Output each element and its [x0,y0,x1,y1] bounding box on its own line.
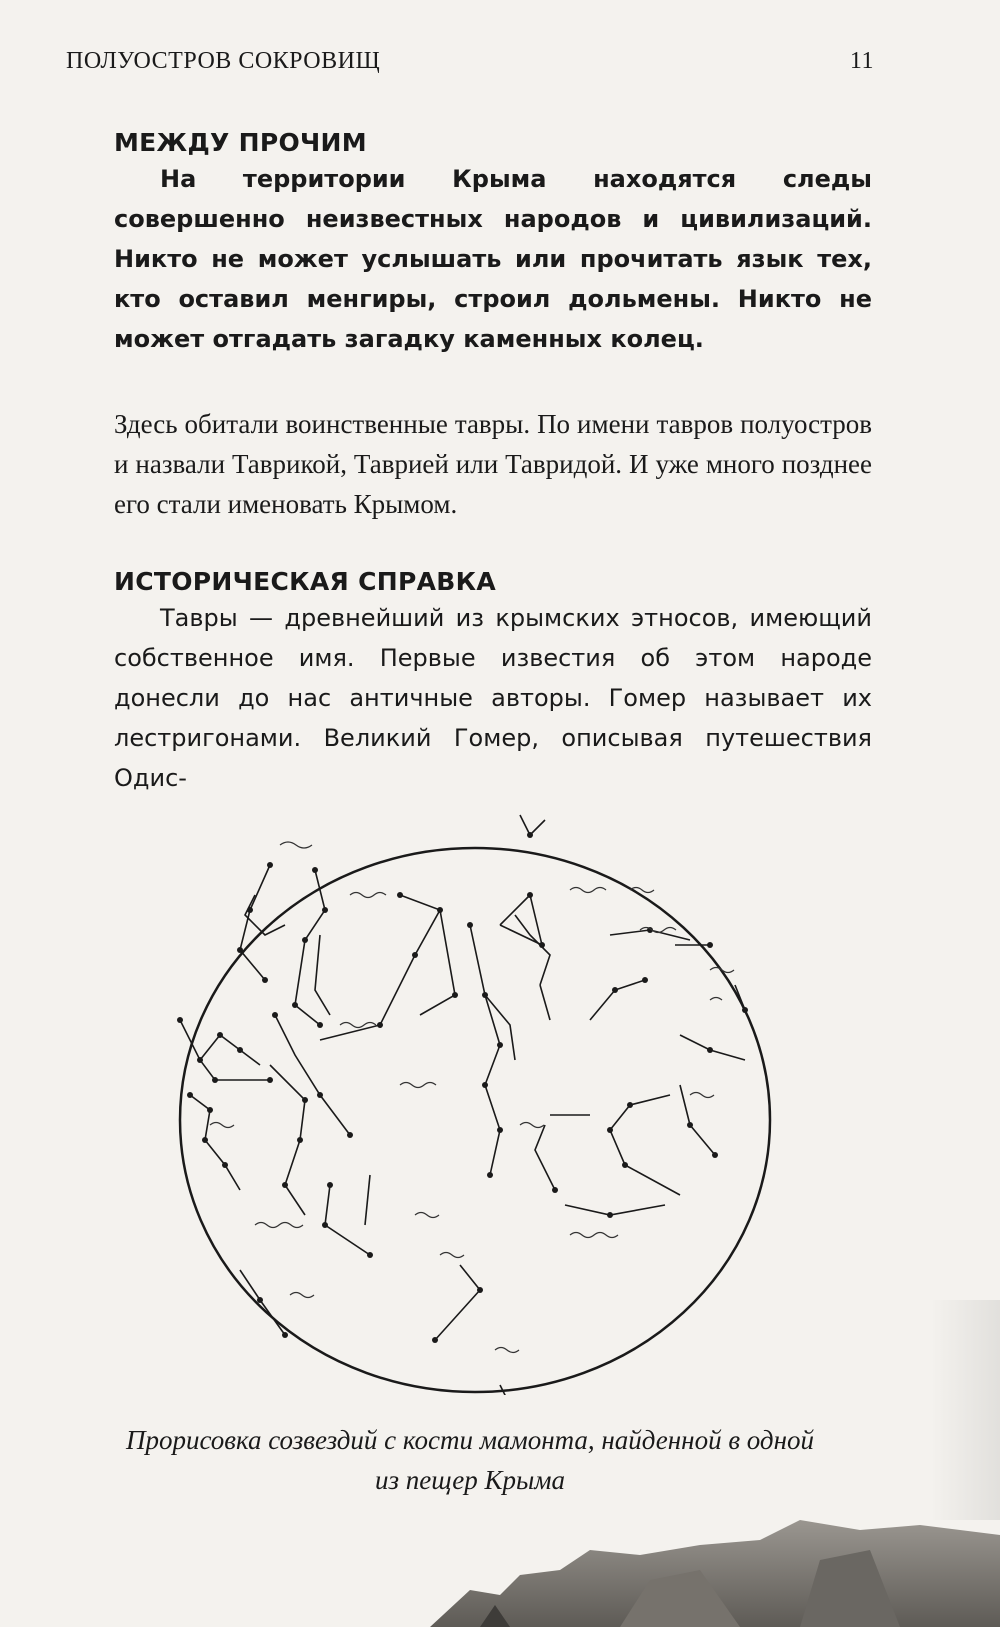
note-box-title: МЕЖДУ ПРОЧИМ [114,128,367,157]
rocky-landscape-photo [0,1520,1000,1627]
body-paragraph: Здесь обитали воинственные тавры. По имени тавров полуостров и назвали Таврикой, Таврией или Тавридой. И уже много позднее его стали именовать Крымом. [114,409,872,519]
history-box-title: ИСТОРИЧЕСКАЯ СПРАВКА [114,567,496,596]
figure-caption [66,1420,874,1500]
handwritten-annotations [210,842,734,1353]
history-box [114,567,872,798]
running-title: ПОЛУОСТРОВ СОКРОВИЩ [66,48,381,74]
caption-line-2: из пещер Крыма [374,1465,565,1495]
star-map-circle [180,848,770,1392]
star-map-drawing [170,795,790,1395]
page-edge-shadow [930,1300,1000,1520]
note-box [114,128,872,359]
history-box-text: Тавры — древнейший из крымских этносов, имеющий собственное имя. Первые известия об этом народе донесли до нас античные авторы. Гомер называет их лестригонами. Великий Гомер, описывая путешествия Одис- [114,604,872,792]
page-number: 11 [849,48,874,74]
constellation-lines [180,815,745,1395]
star-map-figure [170,795,790,1395]
caption-line-1: Прорисовка созвездий с кости мамонта, найденной в одной [126,1425,814,1455]
note-box-text: На территории Крыма находятся следы совершенно неизвестных народов и цивилизаций. Никто не может услышать или прочитать язык тех, кто оставил менгиры, строил дольмены. Никто не может отгадать загадку каменных колец. [114,165,872,353]
